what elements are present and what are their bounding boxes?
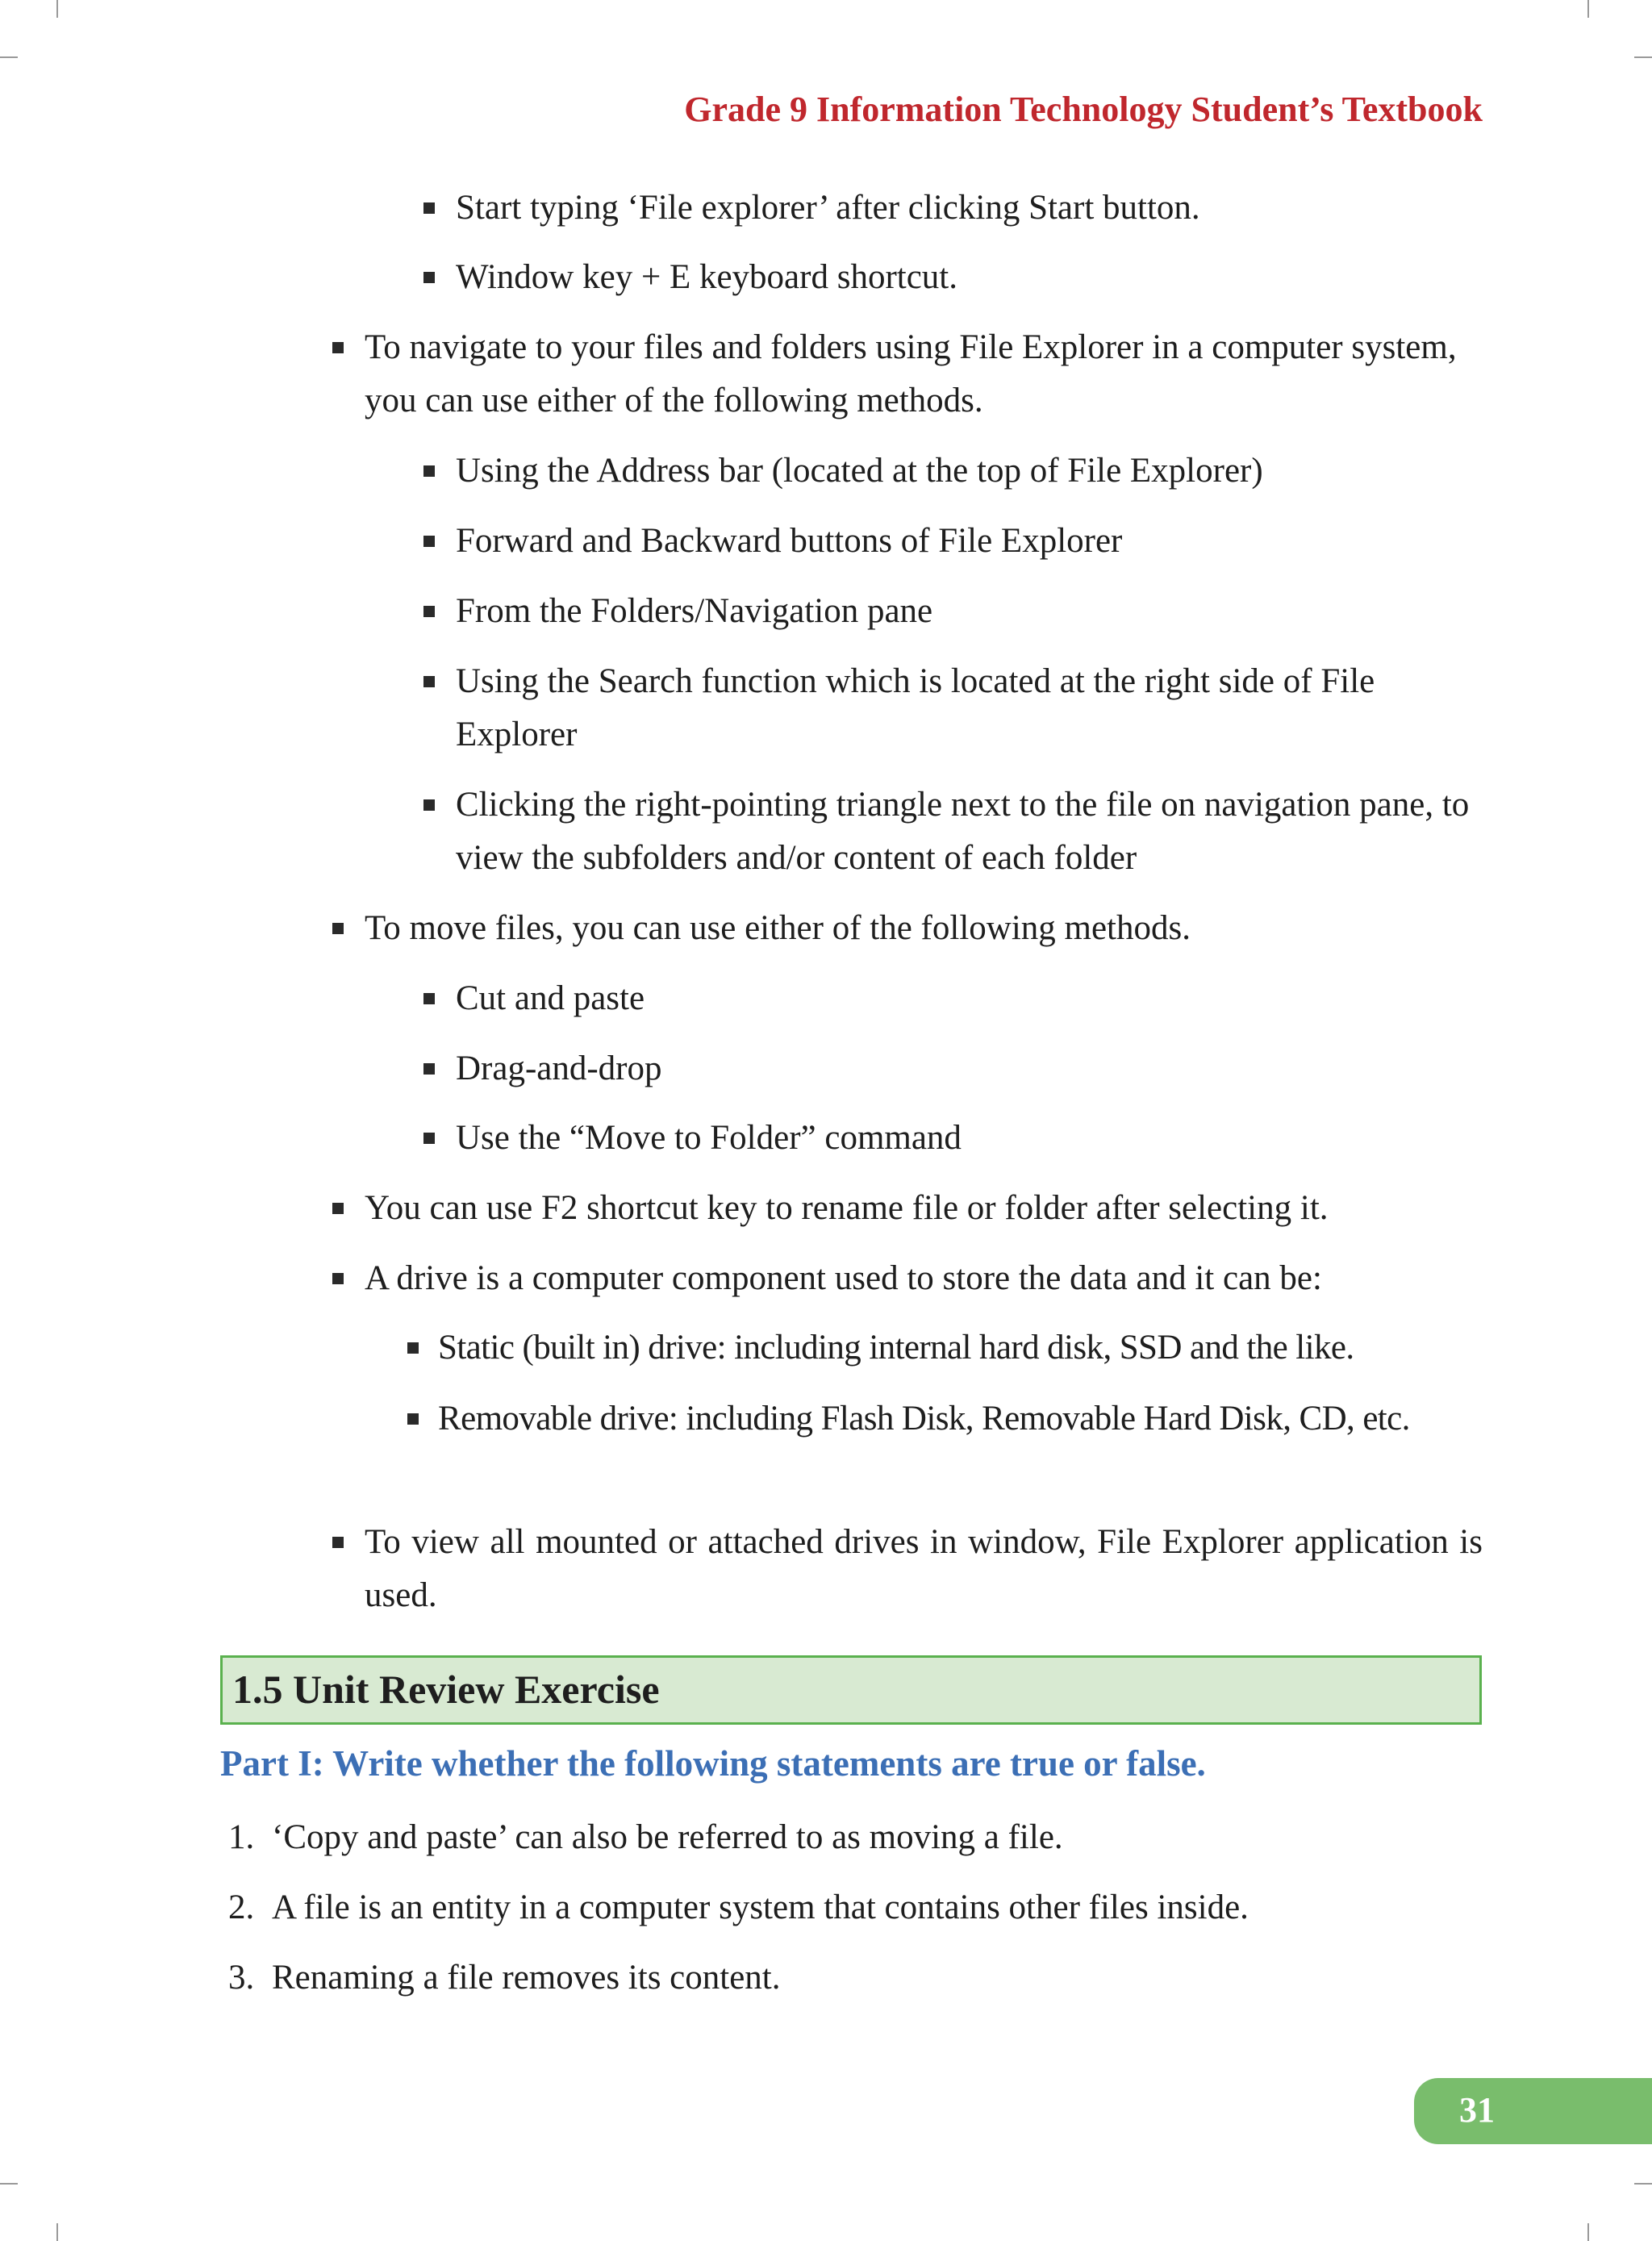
square-bullet-icon: [332, 1537, 344, 1548]
square-bullet-icon: [423, 536, 435, 547]
section-heading-box: [220, 1655, 1482, 1725]
square-bullet-icon: [423, 993, 435, 1004]
crop-mark: [0, 2183, 18, 2185]
question-number: 1.: [228, 1818, 255, 1856]
bullet-text: To move files, you can use either of the following methods.: [365, 909, 1191, 947]
bullet-item: [407, 1321, 1483, 1375]
square-bullet-icon: [423, 272, 435, 283]
crop-mark: [1587, 2223, 1589, 2241]
question-text: Renaming a file removes its content.: [272, 1959, 781, 1997]
bullet-item: [423, 778, 1483, 885]
part-heading: Part I: Write whether the following statements are true or false.: [220, 1743, 1206, 1784]
bullet-item: [423, 251, 1483, 304]
question-item: [228, 1817, 1063, 1857]
bullet-text: Drag-and-drop: [456, 1050, 662, 1087]
question-item: [228, 1958, 781, 1997]
bullet-text: To navigate to your files and folders using File Explorer in a computer system, you can use either of the following methods.: [365, 328, 1457, 419]
bullet-item: [423, 515, 1483, 568]
crop-mark: [56, 0, 58, 18]
bullet-text: Static (built in) drive: including internal hard disk, SSD and the like.: [438, 1329, 1354, 1367]
running-header: Grade 9 Information Technology Student’s Textbook: [684, 90, 1483, 129]
bullet-text: Forward and Backward buttons of File Explorer: [456, 522, 1123, 560]
bullet-text: From the Folders/Navigation pane: [456, 592, 933, 630]
question-number: 3.: [228, 1959, 255, 1997]
bullet-item: [407, 1392, 1483, 1446]
square-bullet-icon: [423, 465, 435, 477]
square-bullet-icon: [423, 202, 435, 214]
square-bullet-icon: [332, 1273, 344, 1284]
square-bullet-icon: [332, 342, 344, 353]
square-bullet-icon: [332, 923, 344, 934]
bullet-text: Start typing ‘File explorer’ after clicking Start button.: [456, 189, 1200, 227]
bullet-text: You can use F2 shortcut key to rename file or folder after selecting it.: [365, 1189, 1329, 1227]
square-bullet-icon: [407, 1342, 419, 1354]
square-bullet-icon: [423, 606, 435, 617]
bullet-item: [332, 321, 1483, 428]
crop-mark: [1634, 2183, 1652, 2185]
section-title: 1.5 Unit Review Exercise: [232, 1667, 660, 1712]
crop-mark: [0, 56, 18, 58]
square-bullet-icon: [332, 1203, 344, 1214]
square-bullet-icon: [423, 1133, 435, 1144]
bullet-text: To view all mounted or attached drives in window, File Explorer application is used.: [365, 1523, 1483, 1614]
bullet-text: Window key + E keyboard shortcut.: [456, 258, 957, 296]
bullet-item: [423, 585, 1483, 638]
bullet-item: [332, 1252, 1483, 1305]
bullet-text: Use the “Move to Folder” command: [456, 1119, 962, 1157]
bullet-item: [423, 182, 1483, 235]
bullet-text: Using the Search function which is located at the right side of File Explorer: [456, 662, 1375, 753]
page-number-tab: [1414, 2078, 1652, 2144]
bullet-item: [423, 1042, 1483, 1095]
bullet-item: [332, 1516, 1483, 1622]
square-bullet-icon: [423, 799, 435, 811]
bullet-text: Cut and paste: [456, 979, 645, 1017]
crop-mark: [56, 2223, 58, 2241]
square-bullet-icon: [407, 1413, 419, 1425]
square-bullet-icon: [423, 676, 435, 687]
square-bullet-icon: [423, 1063, 435, 1075]
bullet-text: Using the Address bar (located at the top of File Explorer): [456, 452, 1263, 490]
question-text: A file is an entity in a computer system that contains other files inside.: [272, 1888, 1249, 1926]
bullet-text: Clicking the right-pointing triangle next to the file on navigation pane, to view the subfolders and/or content of each folder: [456, 786, 1470, 877]
bullet-item: [423, 655, 1483, 762]
bullet-item: [423, 972, 1483, 1025]
bullet-item: [332, 1182, 1483, 1235]
bullet-item: [423, 444, 1483, 498]
question-text: ‘Copy and paste’ can also be referred to as moving a file.: [272, 1818, 1063, 1856]
question-item: [228, 1888, 1249, 1927]
bullet-text: A drive is a computer component used to store the data and it can be:: [365, 1259, 1322, 1297]
bullet-item: [423, 1112, 1483, 1165]
bullet-item: [332, 902, 1483, 955]
question-number: 2.: [228, 1888, 255, 1926]
crop-mark: [1587, 0, 1589, 18]
bullet-text: Removable drive: including Flash Disk, Removable Hard Disk, CD, etc.: [438, 1400, 1410, 1438]
page-number: 31: [1459, 2090, 1495, 2130]
crop-mark: [1634, 56, 1652, 58]
